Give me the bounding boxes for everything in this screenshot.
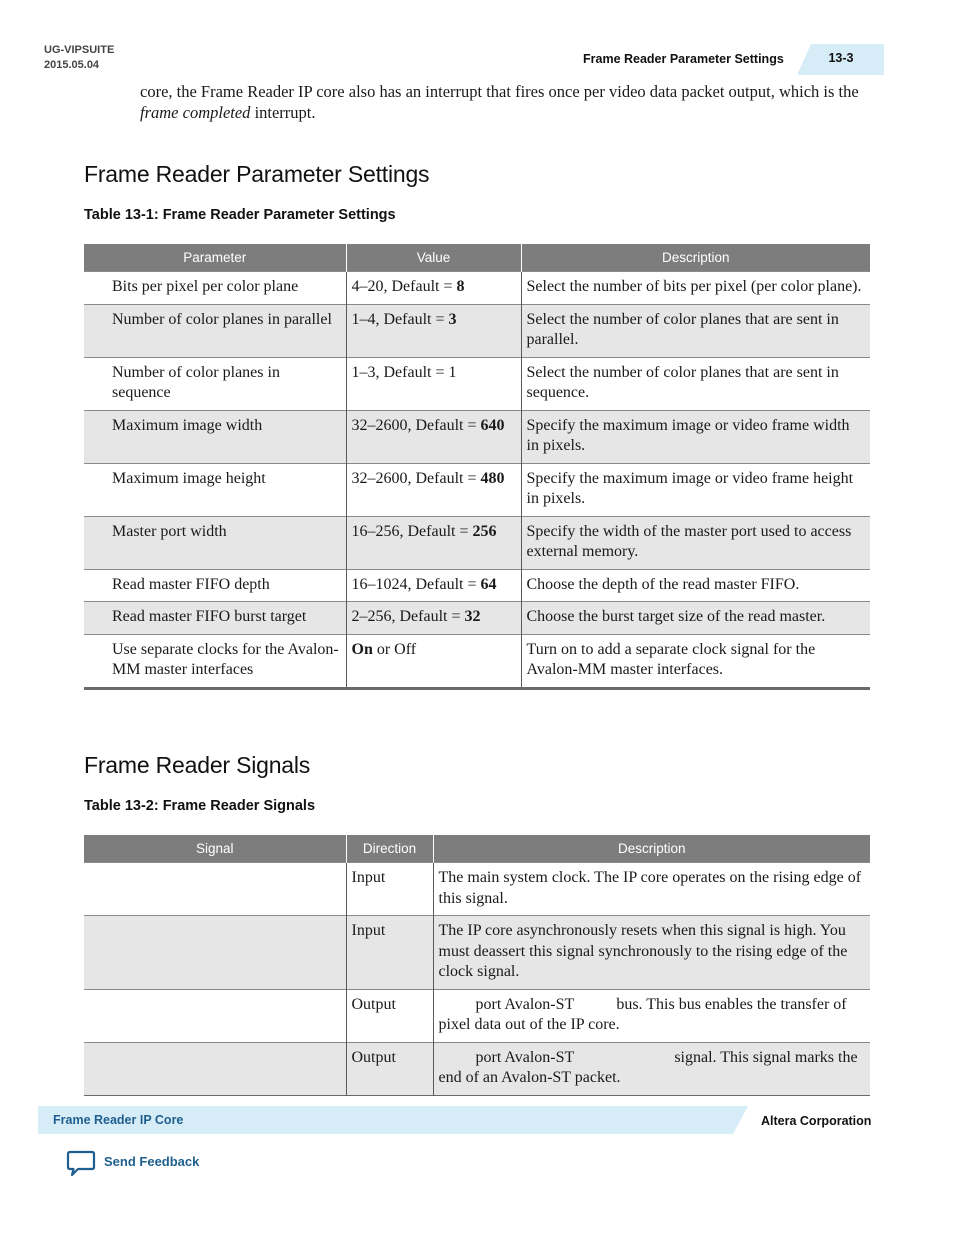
send-feedback-label: Send Feedback <box>104 1154 200 1169</box>
value-suffix: or Off <box>372 640 417 658</box>
parameter-description: Turn on to add a separate clock signal for the Avalon-MM master interfaces. <box>521 634 870 688</box>
value-default: On <box>351 640 373 658</box>
signal-description: port Avalon-ST bus. This bus enables the transfer of pixel data out of the IP core. <box>433 989 870 1042</box>
value-default: 480 <box>480 469 505 487</box>
value-default: 64 <box>480 575 497 593</box>
value-default: 32 <box>464 608 481 625</box>
column-header-value: Value <box>346 244 521 272</box>
table-header-row <box>84 244 870 272</box>
value-default: 3 <box>448 310 457 328</box>
table-row <box>84 463 870 516</box>
column-header-direction: Direction <box>346 835 433 863</box>
table-row <box>84 516 870 569</box>
parameter-name: Master port width <box>84 516 346 569</box>
parameter-value <box>346 357 521 410</box>
parameter-name: Use separate clocks for the Avalon-MM master interfaces <box>84 634 346 688</box>
parameter-name: Bits per pixel per color plane <box>84 272 346 305</box>
parameter-value <box>346 463 521 516</box>
footer-chapter-link[interactable]: Frame Reader IP Core <box>53 1113 184 1127</box>
parameter-description: Select the number of bits per pixel (per color plane). <box>521 272 870 305</box>
signal-name <box>84 916 346 990</box>
value-text: 16–1024, Default = <box>351 575 481 593</box>
page-number-tab-corner <box>797 44 811 75</box>
table-row <box>84 916 870 990</box>
signals-table <box>84 835 870 1096</box>
column-header-description: Description <box>521 244 870 272</box>
table-row <box>84 272 870 305</box>
table-caption-parameter-settings: Table 13-1: Frame Reader Parameter Settings <box>84 207 396 223</box>
value-default: 640 <box>480 416 505 434</box>
section-heading-signals: Frame Reader Signals <box>84 752 311 778</box>
value-text: 1–4, Default = <box>351 310 449 328</box>
speech-bubble-icon <box>66 1150 96 1178</box>
parameter-description: Choose the burst target size of the read master. <box>521 602 870 635</box>
parameter-table-body <box>84 272 870 689</box>
signal-description: port Avalon-ST signal. This signal marks the end of an Avalon-ST packet. <box>433 1042 870 1095</box>
document-code: UG-VIPSUITE <box>44 44 115 56</box>
value-default: 256 <box>472 522 497 540</box>
column-header-parameter: Parameter <box>84 244 346 272</box>
value-default: 8 <box>456 278 465 295</box>
table-caption-signals: Table 13-2: Frame Reader Signals <box>84 798 316 814</box>
signal-name <box>84 863 346 916</box>
signal-direction: Output <box>346 1042 433 1095</box>
value-text: 1–3, Default = 1 <box>351 363 457 381</box>
parameter-description: Specify the maximum image or video frame width in pixels. <box>521 410 870 463</box>
parameter-name: Number of color planes in sequence <box>84 357 346 410</box>
document-date: 2015.05.04 <box>44 59 100 71</box>
parameter-name: Maximum image height <box>84 463 346 516</box>
footer-band-corner <box>733 1106 748 1134</box>
parameter-value <box>346 602 521 635</box>
signal-name <box>84 989 346 1042</box>
signal-description: The IP core asynchronously resets when this signal is high. You must deassert this signal synchronously to the rising edge of the clock signal. <box>433 916 870 990</box>
parameter-name: Number of color planes in parallel <box>84 304 346 357</box>
parameter-name: Read master FIFO burst target <box>84 602 346 635</box>
footer-company: Altera Corporation <box>761 1114 872 1128</box>
intro-italic-term: frame completed <box>140 103 251 122</box>
parameter-description: Choose the depth of the read master FIFO. <box>521 569 870 602</box>
parameter-description: Select the number of color planes that are sent in parallel. <box>521 304 870 357</box>
parameter-value <box>346 569 521 602</box>
column-header-description: Description <box>433 835 870 863</box>
table-row <box>84 410 870 463</box>
document-id <box>44 43 114 73</box>
signal-name <box>84 1042 346 1095</box>
column-header-signal: Signal <box>84 835 346 863</box>
signal-description: The main system clock. The IP core operates on the rising edge of this signal. <box>433 863 870 916</box>
signal-direction: Input <box>346 916 433 990</box>
parameter-description: Specify the maximum image or video frame height in pixels. <box>521 463 870 516</box>
signal-direction: Output <box>346 989 433 1042</box>
parameter-value <box>346 634 521 688</box>
table-row <box>84 863 870 916</box>
value-text: 16–256, Default = <box>351 522 473 540</box>
table-row <box>84 1042 870 1095</box>
parameter-description: Specify the width of the master port used to access external memory. <box>521 516 870 569</box>
table-row <box>84 634 870 688</box>
intro-text-2: interrupt. <box>250 103 316 122</box>
parameter-name: Maximum image width <box>84 410 346 463</box>
parameter-description: Select the number of color planes that are sent in sequence. <box>521 357 870 410</box>
section-heading-parameter-settings: Frame Reader Parameter Settings <box>84 161 430 187</box>
parameter-value <box>346 410 521 463</box>
table-row <box>84 602 870 635</box>
table-row <box>84 357 870 410</box>
value-text: 4–20, Default = <box>351 278 457 295</box>
value-text: 32–2600, Default = <box>351 416 481 434</box>
signal-direction: Input <box>346 863 433 916</box>
table-row <box>84 569 870 602</box>
parameter-name: Read master FIFO depth <box>84 569 346 602</box>
intro-text-1: core, the Frame Reader IP core also has an interrupt that fires once per video data packet output, which is the <box>140 82 859 101</box>
table-row <box>84 989 870 1042</box>
table-row <box>84 304 870 357</box>
page-number: 13-3 <box>798 44 884 75</box>
parameter-value <box>346 272 521 305</box>
running-header-title: Frame Reader Parameter Settings <box>583 52 784 66</box>
value-text: 2–256, Default = <box>351 608 465 625</box>
signals-table-body <box>84 863 870 1096</box>
parameter-value <box>346 516 521 569</box>
parameter-value <box>346 304 521 357</box>
table-header-row <box>84 835 870 863</box>
value-text: 32–2600, Default = <box>351 469 481 487</box>
intro-paragraph <box>140 81 870 123</box>
parameter-settings-table <box>84 244 870 690</box>
